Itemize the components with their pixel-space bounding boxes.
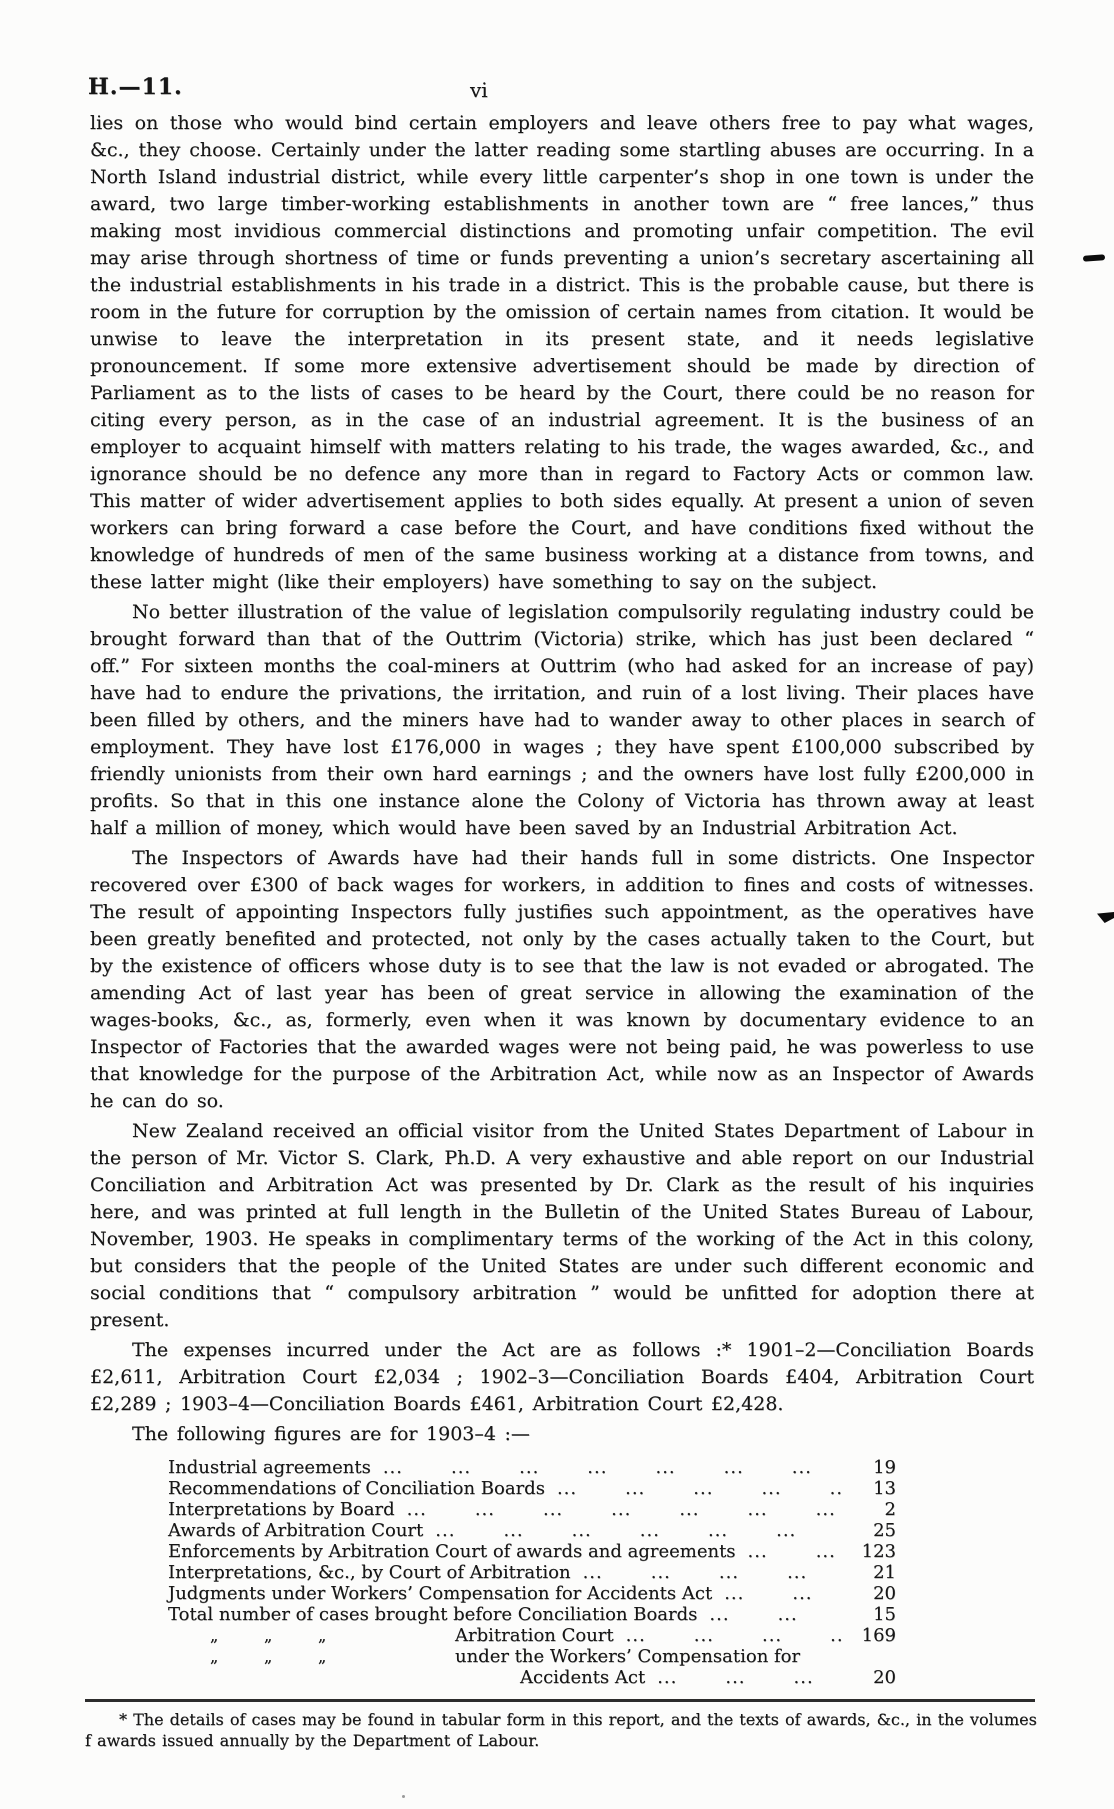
dot-leader: [709, 1604, 844, 1625]
row-label: Industrial agreements: [168, 1457, 371, 1478]
row-value: 2: [884, 1499, 896, 1520]
row-label: Interpretations, &c., by Court of Arbitration: [168, 1562, 571, 1583]
dot-leader: [407, 1499, 844, 1520]
dot-leader: [583, 1562, 844, 1583]
table-row: [168, 1541, 896, 1562]
ditto-mark: „: [210, 1626, 219, 1645]
row-value: 13: [873, 1478, 896, 1499]
figures-table: [168, 1457, 896, 1688]
table-row: [168, 1478, 896, 1499]
table-row: [168, 1520, 896, 1541]
ditto-marks: [168, 1625, 455, 1646]
dot-leader: [383, 1457, 844, 1478]
ink-mark: [1097, 912, 1114, 923]
report-number: H.—11.: [88, 74, 183, 100]
table-row: [168, 1625, 896, 1646]
paragraph: New Zealand received an official visitor from the United States Department of Labour in the person of Mr. Victor S. Clark, Ph.D. A very exhaustive and able report on our Industrial Conciliation and Arbitration Act was presented by Dr. Clark as the result of his inquiries here, and was printed at full length in the Bulletin of the United States Bureau of Labour, November, 1903. He speaks in complimentary terms of the working of the Act in this colony, but considers that the people of the United States are under such different economic and social conditions that “ compulsory arbitration ” would be unfitted for adoption there at present.: [90, 1120, 1034, 1331]
ditto-mark: „: [318, 1647, 327, 1666]
row-label: Interpretations by Board: [168, 1499, 395, 1520]
row-label: Recommendations of Conciliation Boards: [168, 1478, 545, 1499]
ink-speck: [402, 1795, 405, 1798]
dot-leader: [435, 1520, 844, 1541]
table-row: [168, 1583, 896, 1604]
body-text: [85, 110, 1037, 1751]
paragraph: No better illustration of the value of legislation compulsorily regulating industry could be brought forward than that of the Outtrim (Victoria) strike, which has just been declared “ off.” For sixteen months the coal-miners at Outtrim (who had asked for an increase of pay) have had to endure the privations, the irritation, and ruin of a lost living. Their places have been filled by others, and the miners have had to wander away to other places in search of employment. They have lost £176,000 in wages ; they have spent £100,000 subscribed by friendly unionists from their own hard earnings ; and the owners have lost fully £200,000 in profits. So that in this one instance alone the Colony of Victoria has thrown away at least half a million of money, which would have been saved by an Industrial Arbitration Act.: [90, 601, 1034, 839]
row-value: 25: [873, 1520, 896, 1541]
table-row: [168, 1499, 896, 1520]
table-row: [168, 1562, 896, 1583]
footnote-line: * The details of cases may be found in tabular form in this report, and the texts of awards, &c., in the volumes: [119, 1710, 1037, 1729]
table-row: [168, 1604, 896, 1625]
row-label: under the Workers’ Compensation for: [455, 1646, 801, 1667]
row-label: Total number of cases brought before Conciliation Boards: [168, 1604, 698, 1625]
dot-leader: [626, 1625, 844, 1646]
page-number: vi: [470, 78, 488, 102]
dot-leader: [748, 1541, 844, 1562]
row-label: Awards of Arbitration Court: [168, 1520, 424, 1541]
footnote: [85, 1709, 1037, 1751]
paragraph: lies on those who would bind certain employers and leave others free to pay what wages, &c., they choose. Certainly under the latter reading some startling abuses are occurring. In a North Island industrial district, while every little carpenter’s shop in one town is under the award, two large timber-working establishments in another town are “ free lances,” thus making most invidious commercial distinctions and promoting unfair competition. The evil may arise through shortness of time or funds preventing a union’s secretary ascertaining all the industrial establishments in his trade in a district. This is the probable cause, but there is room in the future for corruption by the omission of certain names from citation. It would be unwise to leave the interpretation in its present state, and it needs legislative pronouncement. If some more extensive advertisement should be made by direction of Parliament as to the lists of cases to be heard by the Court, there could be no reason for citing every person, as in the case of an industrial agreement. It is the business of an employer to acquaint himself with matters relating to his trade, the wages awarded, &c., and ignorance should be no defence any more than in regard to Factory Acts or common law. This matter of wider advertisement applies to both sides equally. At present a union of seven workers can bring forward a case before the Court, and have conditions fixed without the knowledge of hundreds of men of the same business working at a distance from towns, and these latter might (like their employers) have something to say on the subject.: [90, 112, 1034, 593]
row-value: 123: [861, 1541, 896, 1562]
ditto-mark: „: [264, 1647, 273, 1666]
dot-leader: [724, 1583, 844, 1604]
paragraph: The expenses incurred under the Act are as follows :* 1901–2—Conciliation Boards £2,611, Arbitration Court £2,034 ; 1902–3—Conciliation Boards £404, Arbitration Court £2,289 ; 1903–4—Conciliation Boards £461, Arbitration Court £2,428.: [90, 1339, 1034, 1415]
dot-leader: [657, 1667, 844, 1688]
table-row: [168, 1667, 896, 1688]
table-row: [168, 1646, 896, 1667]
row-value: 19: [873, 1457, 896, 1478]
paragraph: The Inspectors of Awards have had their hands full in some districts. One Inspector recovered over £300 of back wages for workers, in addition to fines and costs of witnesses. The result of appointing Inspectors fully justifies such appointment, as the operatives have been greatly benefited and protected, not only by the cases actually taken to the Court, but by the existence of officers whose duty is to see that the law is not evaded or abrogated. The amending Act of last year has been of great service in allowing the examination of the wages-books, &c., as, formerly, even when it was known by documentary evidence to an Inspector of Factories that the awarded wages were not being paid, he was powerless to use that knowledge for the purpose of the Arbitration Act, while now as an Inspector of Awards he can do so.: [90, 847, 1034, 1112]
ditto-mark: „: [210, 1647, 219, 1666]
row-value: 20: [873, 1583, 896, 1604]
ink-mark: [1083, 254, 1105, 262]
table-row: [168, 1457, 896, 1478]
row-value: 21: [873, 1562, 896, 1583]
ditto-mark: „: [264, 1626, 273, 1645]
dot-leader: [557, 1478, 844, 1499]
row-label: Accidents Act: [520, 1667, 646, 1688]
ditto-marks: [168, 1646, 455, 1667]
footnote-line: f awards issued annually by the Department of Labour.: [85, 1731, 540, 1750]
row-label: Judgments under Workers’ Compensation for Accidents Act: [168, 1583, 713, 1604]
row-value: 169: [861, 1625, 896, 1646]
footnote-divider: [85, 1699, 1035, 1702]
figures-intro: The following figures are for 1903–4 :—: [132, 1423, 530, 1445]
ditto-mark: „: [318, 1626, 327, 1645]
row-label: Arbitration Court: [455, 1625, 614, 1646]
row-label: Enforcements by Arbitration Court of awards and agreements: [168, 1541, 736, 1562]
row-value: 15: [873, 1604, 896, 1625]
row-value: 20: [873, 1667, 896, 1688]
